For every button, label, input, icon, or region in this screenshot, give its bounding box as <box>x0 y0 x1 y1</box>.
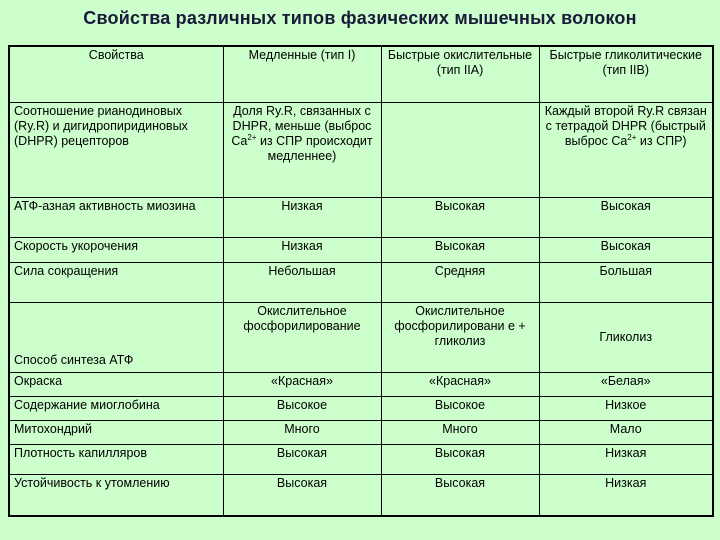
cell-oxidative: Высокое <box>381 396 539 420</box>
cell-glycolytic: Низкое <box>539 396 713 420</box>
row-label: Плотность капилляров <box>9 444 223 474</box>
cell-slow: Высокая <box>223 474 381 516</box>
cell-slow: Низкая <box>223 237 381 262</box>
cell-glycolytic: Низкая <box>539 444 713 474</box>
cell-slow: Высокое <box>223 396 381 420</box>
cell-oxidative: Высокая <box>381 237 539 262</box>
cell-glycolytic: Высокая <box>539 237 713 262</box>
table-header-row <box>9 46 713 102</box>
cell-oxidative: Много <box>381 420 539 444</box>
properties-table <box>8 45 714 517</box>
cell-glycolytic: Мало <box>539 420 713 444</box>
row-label: Содержание миоглобина <box>9 396 223 420</box>
table-row <box>9 420 713 444</box>
cell-glycolytic: Гликолиз <box>539 302 713 372</box>
row-label: Соотношение рианодиновых (Ry.R) и дигидропиридиновых (DHPR) рецепторов <box>9 102 223 197</box>
table-row <box>9 302 713 372</box>
table-row <box>9 444 713 474</box>
cell-slow: «Красная» <box>223 372 381 396</box>
row-label: Сила сокращения <box>9 262 223 302</box>
cell-slow: Небольшая <box>223 262 381 302</box>
table-row <box>9 372 713 396</box>
table-row <box>9 237 713 262</box>
cell-glycolytic: Большая <box>539 262 713 302</box>
table-row <box>9 262 713 302</box>
cell-slow: Низкая <box>223 197 381 237</box>
header-properties: Свойства <box>9 46 223 102</box>
header-fast-oxidative-iia: Быстрые окислительные (тип IIA) <box>381 46 539 102</box>
cell-glycolytic: Каждый второй Ry.R связан с тетрадой DHPR (быстрый выброс $Ca^{2+}$ из СПР) <box>539 102 713 197</box>
header-slow-type-i: Медленные (тип I) <box>223 46 381 102</box>
table-row <box>9 197 713 237</box>
row-label: АТФ-азная активность миозина <box>9 197 223 237</box>
cell-oxidative: Высокая <box>381 474 539 516</box>
page-title: Свойства различных типов фазических мышечных волокон <box>83 8 637 28</box>
cell-glycolytic: Низкая <box>539 474 713 516</box>
row-label: Устойчивость к утомлению <box>9 474 223 516</box>
cell-slow: Окислительное фосфорилирование <box>223 302 381 372</box>
cell-slow: Доля Ry.R, связанных с DHPR, меньше (выброс $Ca^{2+}$ из СПР происходит медленнее) <box>223 102 381 197</box>
cell-slow: Высокая <box>223 444 381 474</box>
cell-slow: Много <box>223 420 381 444</box>
table-row <box>9 102 713 197</box>
cell-glycolytic: «Белая» <box>539 372 713 396</box>
header-fast-glycolytic-iib: Быстрые гликолитические (тип IIB) <box>539 46 713 102</box>
row-label: Митохондрий <box>9 420 223 444</box>
cell-oxidative <box>381 102 539 197</box>
cell-oxidative: Высокая <box>381 444 539 474</box>
row-label: Окраска <box>9 372 223 396</box>
cell-oxidative: Окислительное фосфорилировани е + гликолиз <box>381 302 539 372</box>
table-row <box>9 396 713 420</box>
cell-oxidative: «Красная» <box>381 372 539 396</box>
table-row <box>9 474 713 516</box>
cell-oxidative: Средняя <box>381 262 539 302</box>
row-label: Способ синтеза АТФ <box>9 302 223 372</box>
cell-glycolytic: Высокая <box>539 197 713 237</box>
row-label: Скорость укорочения <box>9 237 223 262</box>
cell-oxidative: Высокая <box>381 197 539 237</box>
